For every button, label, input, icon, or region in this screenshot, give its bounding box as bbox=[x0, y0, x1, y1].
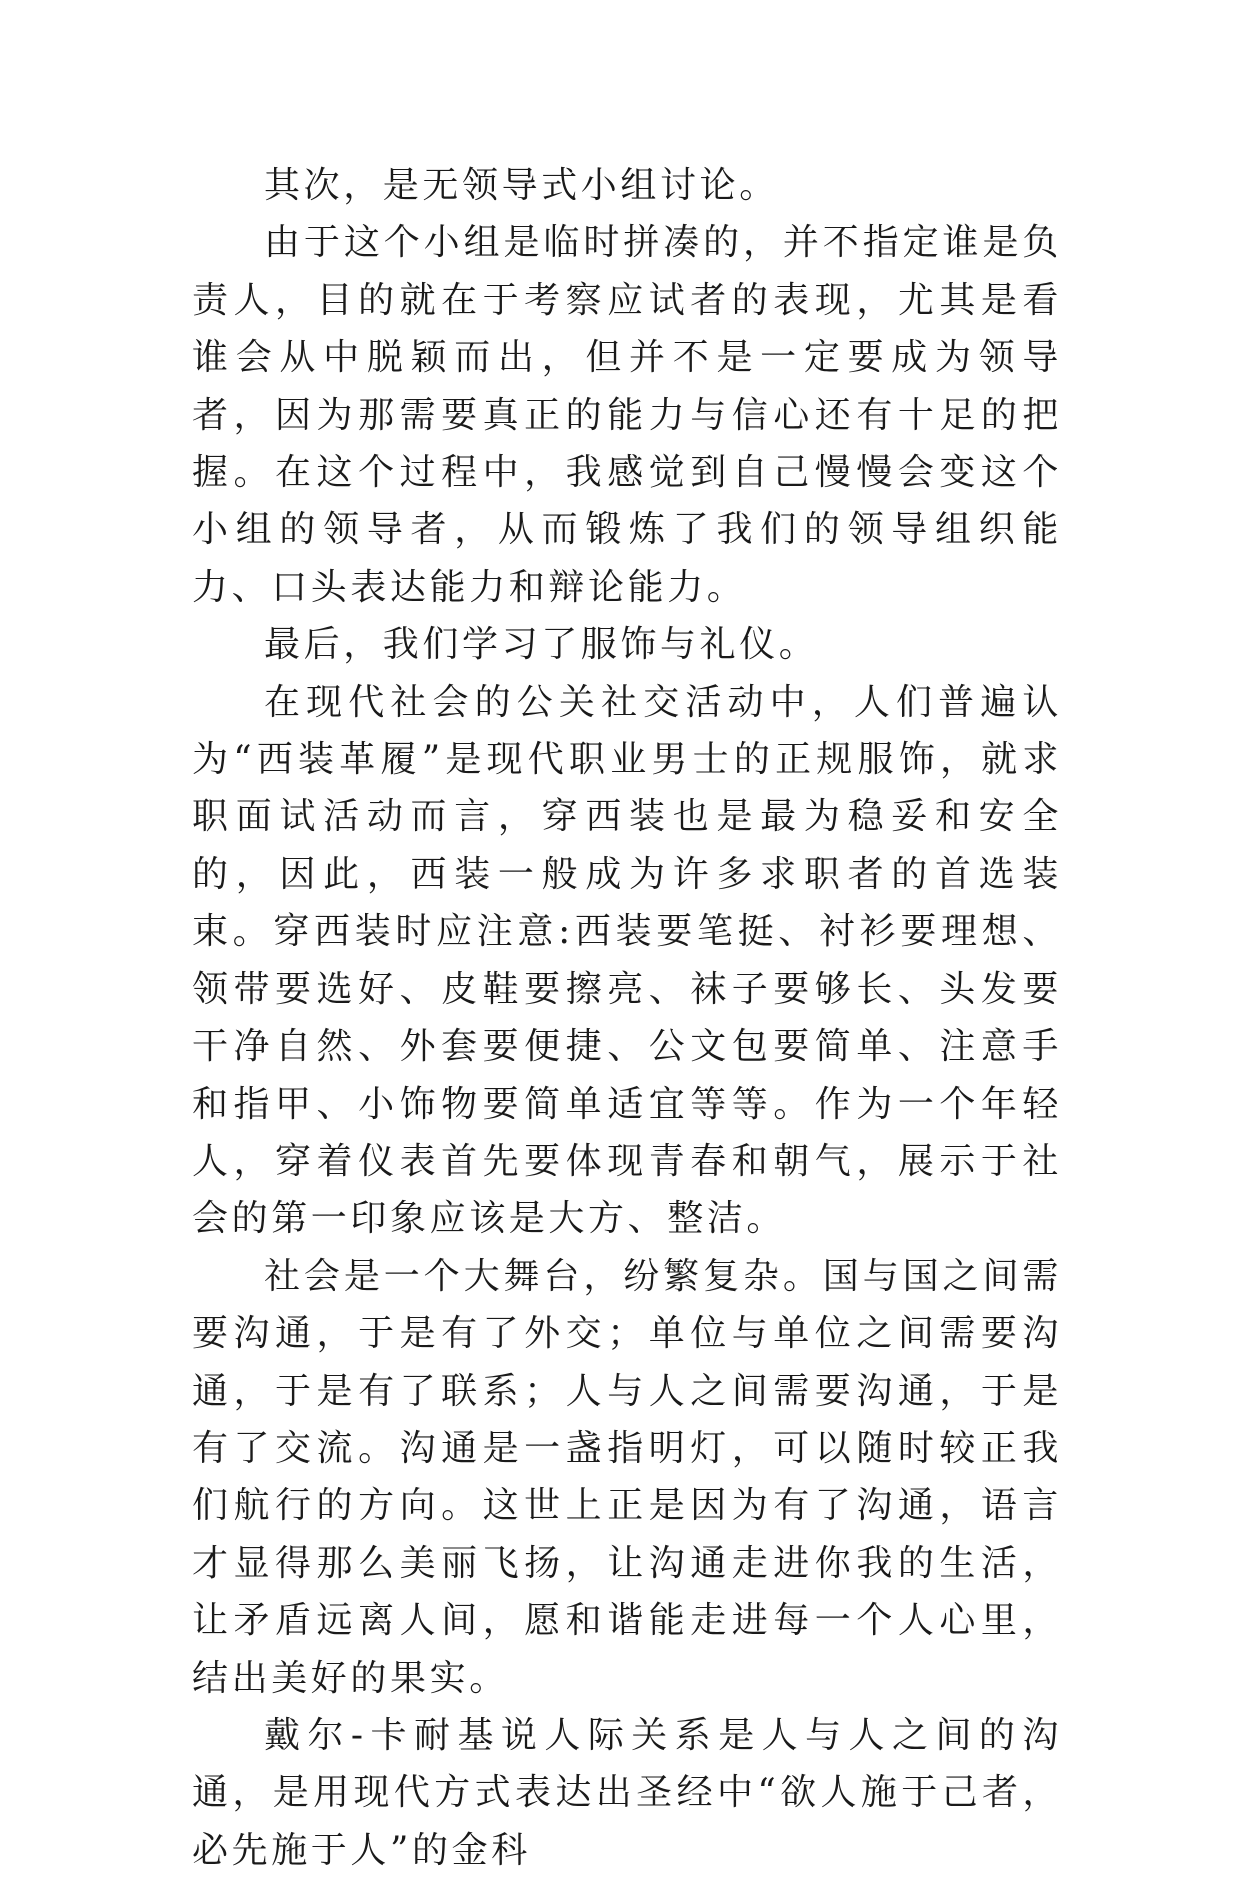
paragraph-group-discussion: 由于这个小组是临时拼凑的，并不指定谁是负责人，目的就在于考察应试者的表现，尤其是看谁会从中脱颖而出，但并不是一定要成为领导者，因为那需要真正的能力与信心还有十足的把握。在这个过程中，我感觉到自己慢慢会变这个小组的领导者，从而锻炼了我们的领导组织能力、口头表达能力和辩论能力。 bbox=[192, 222, 1062, 608]
paragraph-carnegie-quote: 戴尔-卡耐基说人际关系是人与人之间的沟通，是用现代方式表达出圣经中“欲人施于己者，必先施于人”的金科 bbox=[192, 1714, 1062, 1871]
paragraph-communication: 社会是一个大舞台，纷繁复杂。国与国之间需要沟通，于是有了外交；单位与单位之间需要沟通，于是有了联系；人与人之间需要沟通，于是有了交流。沟通是一盏指明灯，可以随时较正我们航行的方向。这世上正是因为有了沟通，语言才显得那么美丽飞扬，让沟通走进你我的生活，让矛盾远离人间，愿和谐能走进每一个人心里，结出美好的果实。 bbox=[192, 1255, 1062, 1699]
document-body bbox=[192, 157, 1062, 1879]
paragraph-second-point: 其次，是无领导式小组讨论。 bbox=[264, 165, 779, 206]
paragraph-last-point: 最后，我们学习了服饰与礼仪。 bbox=[264, 624, 819, 666]
paragraph-dress-etiquette: 在现代社会的公关社交活动中，人们普遍认为“西装革履”是现代职业男士的正规服饰，就求职面试活动而言，穿西装也是最为稳妥和安全的，因此，西装一般成为许多求职者的首选装束。穿西装时应注意:西装要笔挺、衬衫要理想、领带要选好、皮鞋要擦亮、袜子要够长、头发要干净自然、外套要便捷、公文包要简单、注意手和指甲、小饰物要简单适宜等等。作为一个年轻人，穿着仪表首先要体现青春和朝气，展示于社会的第一印象应该是大方、整洁。 bbox=[192, 681, 1062, 1240]
